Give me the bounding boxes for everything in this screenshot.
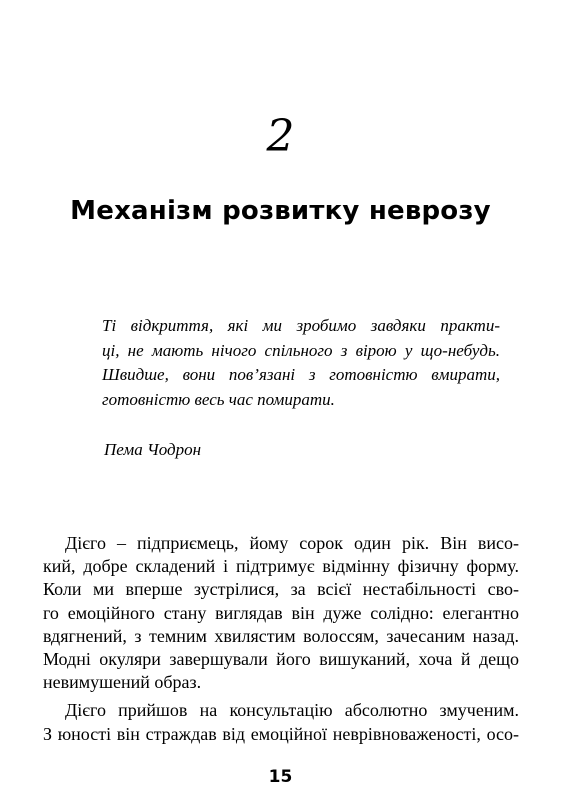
body-line: вдягнений, з темним хвилястим волоссям, зачесаним назад. [43, 625, 519, 646]
body-line: кий, добре складений і підтримує відмінну фізичну форму. [43, 556, 519, 577]
chapter-title: Механізм розвитку неврозу [70, 196, 491, 226]
epigraph-author: Пема Чодрон [104, 440, 202, 459]
body-line: З юності він страждав від емоційної неврівноваженості, осо- [43, 723, 519, 744]
chapter-number: 2 [266, 111, 295, 162]
body-text [43, 532, 519, 746]
epigraph-line: готовністю весь час помирати. [102, 389, 335, 409]
body-line: го емоційного стану виглядав він дуже солідно: елегантно [43, 602, 519, 623]
body-line: Модні окуляри завершували його вишуканий, хоча й дещо [43, 649, 519, 670]
body-line: Дієго прийшов на консультацію абсолютно змученим. [65, 700, 519, 721]
epigraph-line: Ті відкриття, які ми зробимо завдяки практи- [102, 316, 500, 335]
body-line: Коли ми вперше зустрілися, за всієї нестабільності сво- [43, 579, 519, 600]
epigraph-quote [102, 314, 500, 412]
epigraph-line: ці, не мають нічого спільного з вірою у що-небудь. [102, 340, 500, 360]
paragraph [43, 699, 519, 745]
paragraph [43, 532, 519, 694]
epigraph-line: Швидше, вони пов’язані з готовністю вмирати, [102, 365, 500, 384]
body-line: невимушений образ. [43, 672, 202, 693]
body-line: Дієго – підприємець, йому сорок один рік. Він висо- [65, 533, 519, 553]
page-number: 15 [268, 767, 293, 787]
